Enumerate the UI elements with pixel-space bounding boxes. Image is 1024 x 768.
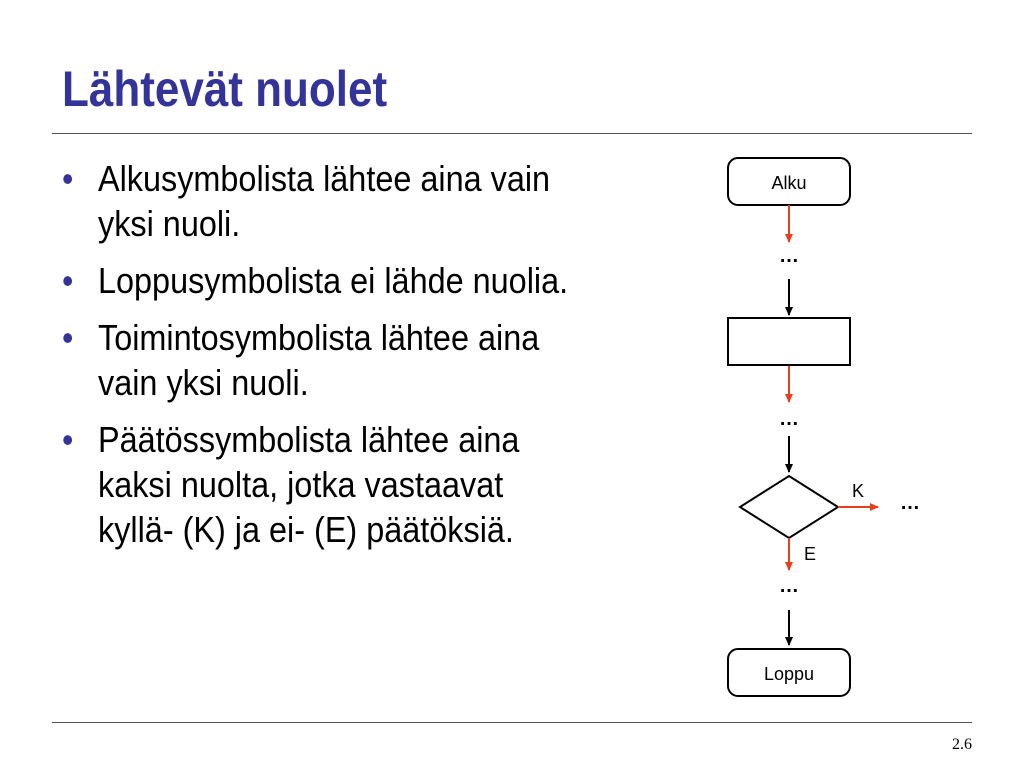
bullet-line: vain yksi nuoli. (98, 362, 309, 403)
bullet-marker: • (62, 419, 74, 460)
ellipsis-3: … (779, 575, 799, 597)
ellipsis-2: … (779, 408, 799, 430)
no-label: E (804, 544, 817, 564)
ellipsis-yes: … (900, 492, 920, 514)
start-label: Alku (771, 173, 807, 193)
bullet-marker: • (62, 260, 74, 301)
bullet-line: kaksi nuolta, jotka vastaavat (98, 464, 504, 505)
ellipsis-1: … (779, 245, 799, 267)
bullet-marker: • (62, 317, 74, 358)
bullet-line: Toimintosymbolista lähtee aina (98, 317, 540, 358)
slide-title: Lähtevät nuolet (62, 61, 388, 117)
bullet-line: Päätössymbolista lähtee aina (98, 419, 520, 460)
footer-divider (52, 722, 972, 723)
bullet-marker: • (62, 158, 74, 199)
bullet-line: yksi nuoli. (98, 203, 241, 244)
bullet-line: Alkusymbolista lähtee aina vain (98, 158, 551, 199)
decision-diamond (740, 476, 838, 538)
yes-label: K (852, 481, 865, 501)
bullet-line: kyllä- (K) ja ei- (E) päätöksiä. (98, 509, 514, 550)
page-number: 2.6 (952, 736, 972, 753)
end-label: Loppu (763, 664, 815, 684)
bullet-line: Loppusymbolista ei lähde nuolia. (98, 260, 569, 301)
process-box (728, 318, 850, 365)
